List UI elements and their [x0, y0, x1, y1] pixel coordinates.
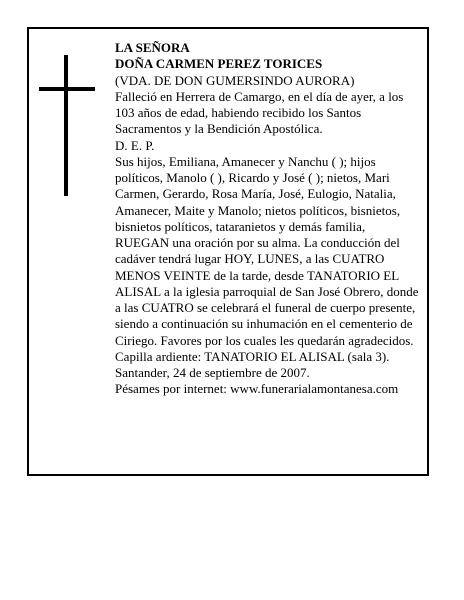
widow-of: (VDA. DE DON GUMERSINDO AURORA): [115, 72, 355, 88]
place-date: Santander, 24 de septiembre de 2007.: [115, 365, 310, 380]
cross-icon-bar: [39, 87, 95, 91]
obituary-text: [115, 40, 425, 398]
funeral-details: RUEGAN una oración por su alma. La conducción del cadáver tendrá lugar HOY, LUNES, a las CUATRO MENOS VEINTE de la tarde, desde TANATORIO EL ALISAL a la iglesia parroquial de San José Obrero, donde a las CUATRO se celebrará el funeral de cuerpo presente, siendo a continuación su inhumación en el cementerio de Ciriego. Favores por los cuales les quedarán agradecidos. Capilla ardiente: TANATORIO EL ALISAL (sala 3).: [115, 235, 419, 364]
notice-heading: LA SEÑORA: [115, 40, 190, 55]
deceased-name: DOÑA CARMEN PEREZ TORICES: [115, 56, 323, 72]
rest-in-peace: D. E. P.: [115, 137, 155, 153]
family-list: Sus hijos, Emiliana, Amanecer y Nanchu ( ); hijos políticos, Manolo ( ), Ricardo y José ( ); nietos, Mari Carmen, Gerardo, Rosa María, José, Eulogio, Natalia, Amanecer, Maite y Manolo; nietos políticos, bisnietos, bisnietos políticos, tataranietos y demás familia,: [115, 153, 401, 234]
cross-icon: [64, 55, 68, 196]
condolences-line: Pésames por internet: www.funerarialamontanesa.com: [115, 381, 399, 397]
death-announcement: Falleció en Herrera de Camargo, en el día de ayer, a los 103 años de edad, habiendo recibido los Santos Sacramentos y la Bendición Apostólica.: [115, 88, 404, 137]
